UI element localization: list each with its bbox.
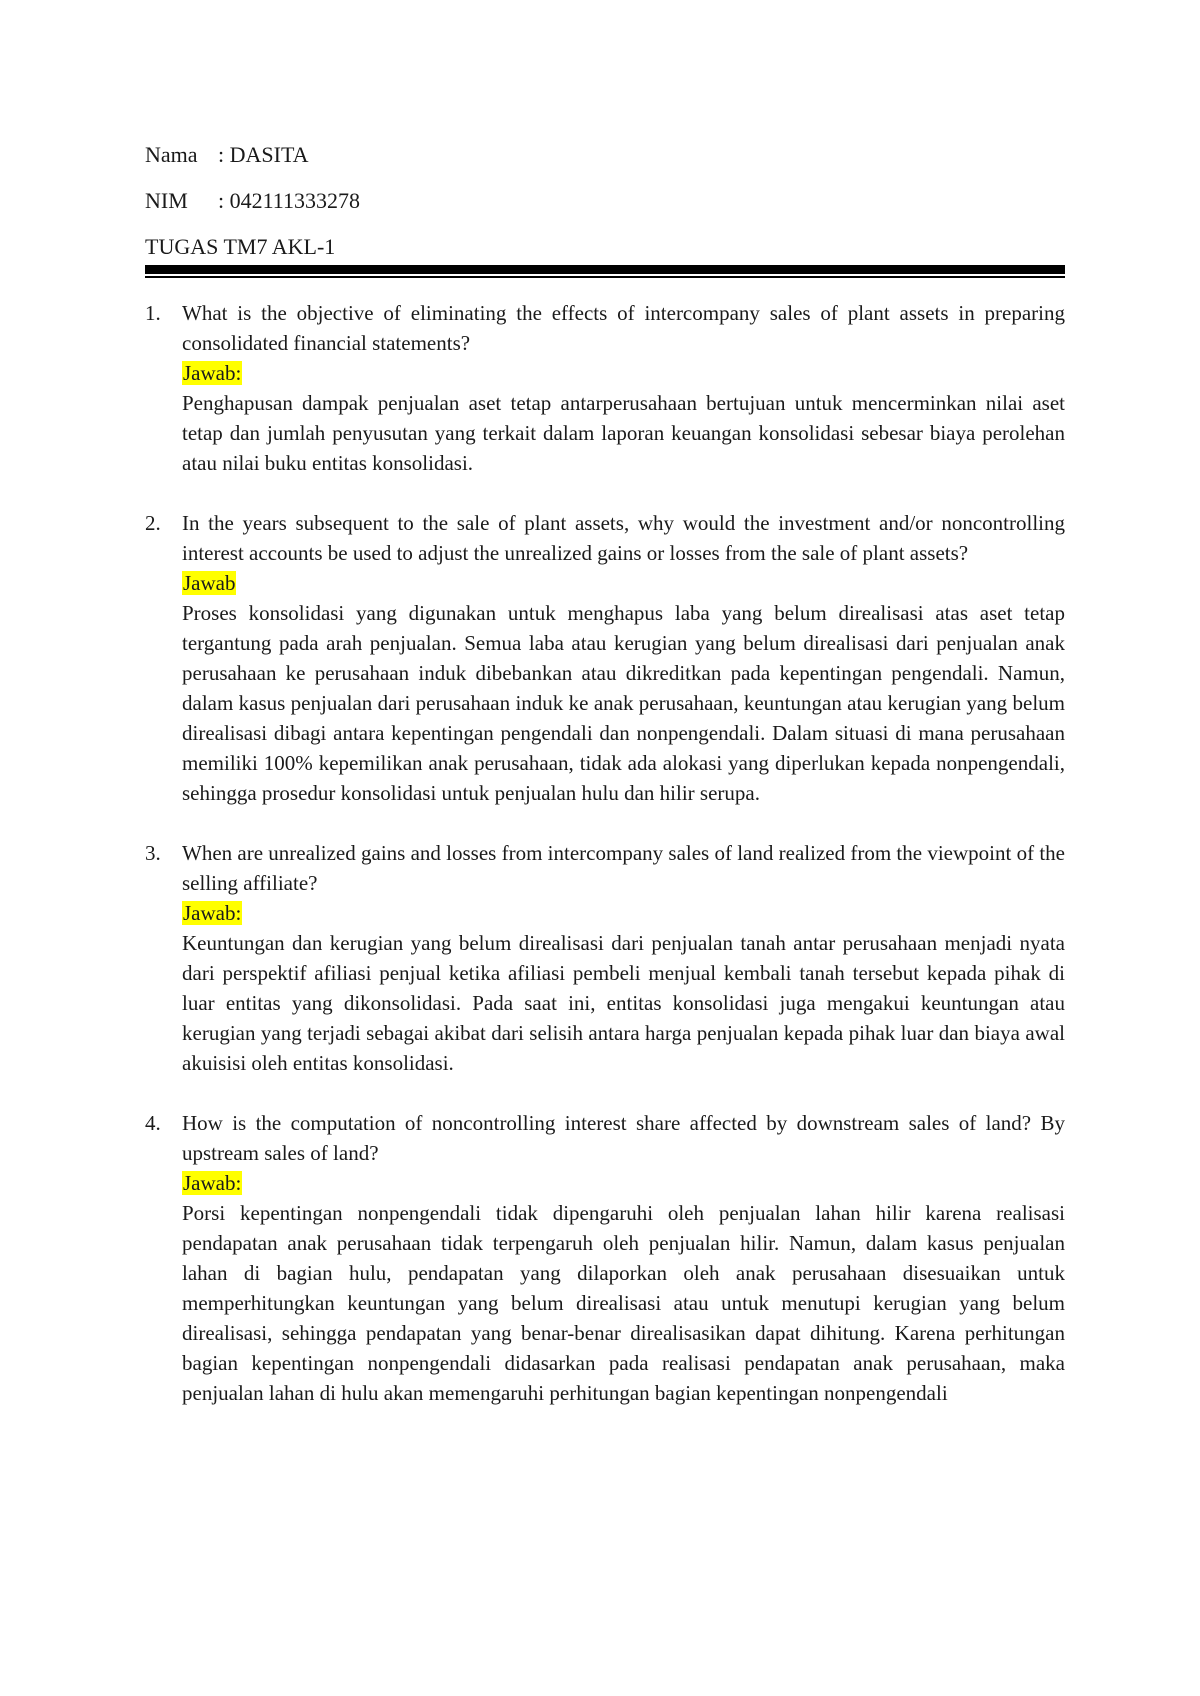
document-page [145,140,1065,1408]
answer-text: Penghapusan dampak penjualan aset tetap antarperusahaan bertujuan untuk mencerminkan nilai aset tetap dan jumlah penyusutan yang terkait dalam laporan keuangan konsolidasi sebesar biaya perolehan atau nilai buku entitas konsolidasi. [182,391,1065,475]
header-rule-thick [145,265,1065,274]
name-line [145,140,1065,170]
question-number: 3. [145,841,161,865]
name-value: : DASITA [218,142,309,167]
answer-text: Proses konsolidasi yang digunakan untuk menghapus laba yang belum direalisasi atas aset tetap tergantung pada arah penjualan. Semua laba atau kerugian yang belum direalisasi dari penjualan anak perusahaan ke perusahaan induk dibebankan atau dikreditkan pada kepentingan pengendali. Namun, dalam kasus penjualan dari perusahaan induk ke anak perusahaan, keuntungan atau kerugian yang belum direalisasi dibagi antara kepentingan pengendali dan nonpengendali. Dalam situasi di mana perusahaan memiliki 100% kepemilikan anak perusahaan, tidak ada alokasi yang diperlukan kepada nonpengendali, sehingga prosedur konsolidasi untuk penjualan hulu dan hilir serupa. [182,601,1065,805]
question-number: 1. [145,301,161,325]
nim-label: NIM [145,188,188,213]
question-number: 4. [145,1111,161,1135]
question-number: 2. [145,511,161,535]
answer-label-line [182,568,1065,598]
question-item [145,508,1065,838]
question-item [145,298,1065,508]
answer-label-line [182,1168,1065,1198]
question-text: In the years subsequent to the sale of plant assets, why would the investment and/or noncontrolling interest accounts be used to adjust the unrealized gains or losses from the sale of plant assets? [182,511,1065,565]
answer-label: Jawab [183,571,236,595]
header-rule-thin [145,276,1065,278]
answer-text: Porsi kepentingan nonpengendali tidak dipengaruhi oleh penjualan lahan hilir karena realisasi pendapatan anak perusahaan tidak terpengaruh oleh penjualan hilir. Namun, dalam kasus penjualan lahan di bagian hulu, pendapatan yang dilaporkan oleh anak perusahaan disesuaikan untuk memperhitungkan keuntungan yang belum direalisasi atau untuk menutupi kerugian yang belum direalisasi, sehingga pendapatan yang benar-benar direalisasikan dapat dihitung. Karena perhitungan bagian kepentingan nonpengendali didasarkan pada realisasi pendapatan anak perusahaan, maka penjualan lahan di hulu akan memengaruhi perhitungan bagian kepentingan nonpengendali [182,1201,1065,1405]
answer-label: Jawab: [183,1171,242,1195]
nim-line [145,186,1065,216]
question-text: What is the objective of eliminating the effects of intercompany sales of plant assets in preparing consolidated financial statements? [182,301,1065,355]
assignment-title: TUGAS TM7 AKL-1 [145,234,336,259]
answer-label-line [182,358,1065,388]
question-text: When are unrealized gains and losses from intercompany sales of land realized from the viewpoint of the selling affiliate? [182,841,1065,895]
nim-value: : 042111333278 [218,188,360,213]
answer-label-line [182,898,1065,928]
answer-text: Keuntungan dan kerugian yang belum direalisasi dari penjualan tanah antar perusahaan menjadi nyata dari perspektif afiliasi penjual ketika afiliasi pembeli menjual kembali tanah tersebut kepada pihak di luar entitas yang dikonsolidasi. Pada saat ini, entitas konsolidasi juga mengakui keuntungan atau kerugian yang terjadi sebagai akibat dari selisih antara harga penjualan kepada pihak luar dan biaya awal akuisisi oleh entitas konsolidasi. [182,931,1065,1075]
item-spacer [182,478,1065,508]
answer-label: Jawab: [183,361,242,385]
question-text: How is the computation of noncontrolling interest share affected by downstream sales of land? By upstream sales of land? [182,1111,1065,1165]
question-item [145,1108,1065,1408]
question-item [145,838,1065,1108]
item-spacer [182,808,1065,838]
name-label: Nama [145,142,198,167]
question-list [145,298,1065,1408]
answer-label: Jawab: [183,901,242,925]
item-spacer [182,1078,1065,1108]
